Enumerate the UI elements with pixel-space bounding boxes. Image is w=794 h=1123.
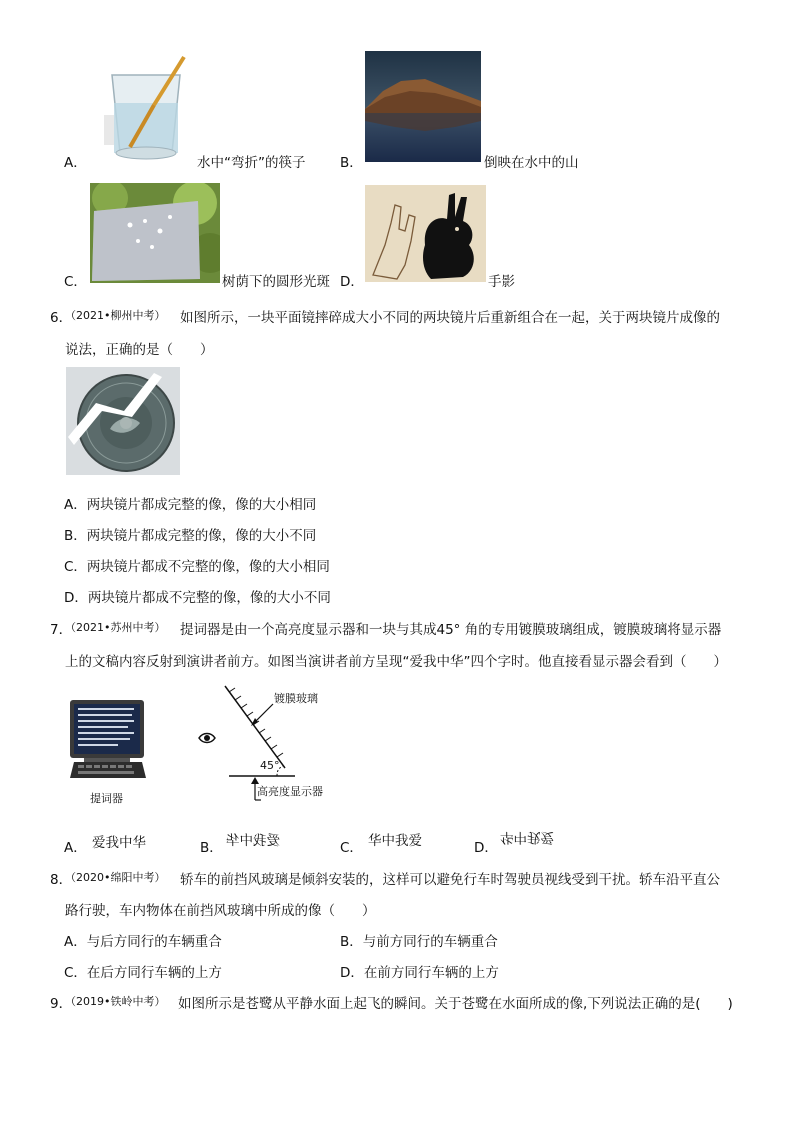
q5-option-a-caption: 水中“弯折”的筷子 [197, 155, 306, 171]
q7-number: 7． [50, 622, 73, 638]
q5-option-c-caption: 树荫下的圆形光斑 [222, 274, 330, 290]
q8-stem-line1: 轿车的前挡风玻璃是倾斜安装的，这样可以避免行车时驾驶员视线受到干扰。轿车沿平直公 [180, 872, 720, 888]
q7-option-a-text: 爱我中华 [92, 835, 146, 851]
q9-source: （2019•铁岭中考） [65, 995, 166, 1008]
q5-option-b-letter: B． [340, 155, 363, 171]
q6-option-c: C．两块镜片都成不完整的像，像的大小相同 [64, 559, 330, 575]
q7-stem-line2: 上的文稿内容反射到演讲者前方。如图当演讲者前方呈现“爱我中华”四个字时。他直接看显示器会看到（ ） [65, 654, 727, 670]
q6-stem-line2: 说法，正确的是（ ） [65, 342, 214, 358]
q7-option-d-letter: D． [474, 840, 498, 856]
q7-device-caption: 提词器 [90, 792, 123, 805]
hand-shadow-rabbit-image [365, 185, 486, 282]
q7-option-a-letter: A． [64, 840, 87, 856]
q7-option-c-text: 华中我爱 [368, 833, 422, 849]
q7-option-b-text: 爱我中华 [226, 833, 280, 849]
mountain-reflection-image [365, 51, 481, 162]
q8-source: （2020•绵阳中考） [65, 871, 166, 884]
q6-option-d: D．两块镜片都成不完整的像，像的大小不同 [64, 590, 331, 606]
q6-option-a: A．两块镜片都成完整的像，像的大小相同 [64, 497, 317, 513]
q7-display-label: 高亮度显示器 [257, 785, 323, 798]
q6-option-b: B．两块镜片都成完整的像，像的大小不同 [64, 528, 317, 544]
eye-icon [199, 734, 215, 743]
q8-option-a: A．与后方同行的车辆重合 [64, 934, 222, 950]
q7-source: （2021•苏州中考） [65, 621, 166, 634]
q7-angle-label: 45° [260, 759, 280, 772]
q5-option-d-caption: 手影 [488, 274, 515, 290]
q6-number: 6． [50, 310, 73, 326]
q8-stem-line2: 路行驶，车内物体在前挡风玻璃中所成的像（ ） [65, 903, 376, 919]
q5-option-d-letter-prefix: D． [340, 274, 364, 290]
q6-stem-line1: 如图所示，一块平面镜摔碎成大小不同的两块镜片后重新组合在一起，关于两块镜片成像的 [180, 310, 720, 326]
q8-option-b: B．与前方同行的车辆重合 [340, 934, 498, 950]
q8-number: 8． [50, 872, 73, 888]
q8-option-d: D．在前方同行车辆的上方 [340, 965, 499, 981]
broken-bronze-mirror-image [66, 367, 180, 475]
q8-option-c: C．在后方同行车辆的上方 [64, 965, 222, 981]
teleprompter-device-image [66, 698, 150, 784]
q9-number: 9． [50, 996, 73, 1012]
q7-option-b-letter: B． [200, 840, 223, 856]
q7-option-c-letter: C． [340, 840, 363, 856]
q7-stem-line1: 提词器是由一个高亮度显示器和一块与其成45° 角的专用镀膜玻璃组成，镀膜玻璃将显示器 [180, 622, 722, 638]
q6-source: （2021•柳州中考） [65, 309, 166, 322]
q7-option-d-text: 华中我爱 [500, 829, 554, 845]
q5-option-b-caption: 倒映在水中的山 [484, 155, 579, 171]
q5-option-c-letter: C． [64, 274, 87, 290]
q5-option-a-letter: A． [64, 155, 87, 171]
q9-stem: 如图所示是苍鹭从平静水面上起飞的瞬间。关于苍鹭在水面所成的像,下列说法正确的是( ) [178, 996, 733, 1012]
light-spots-under-tree-image [90, 183, 220, 283]
q7-glass-label: 镀膜玻璃 [274, 692, 318, 705]
chopsticks-in-water-image [100, 55, 192, 162]
